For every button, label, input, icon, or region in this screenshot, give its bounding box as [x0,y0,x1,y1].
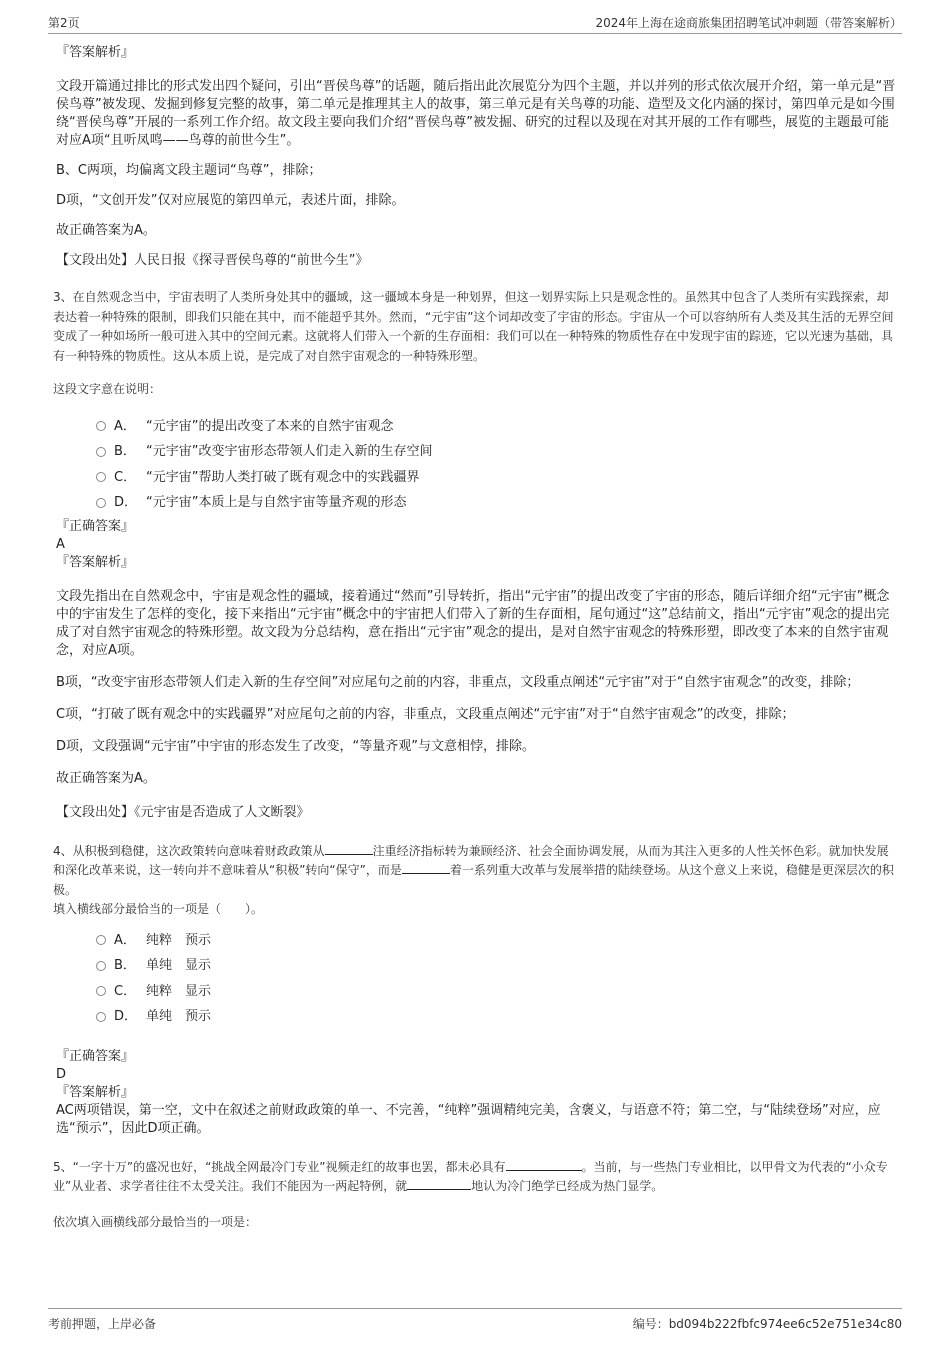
fill-blank [506,1159,582,1171]
q5-prompt: 依次填入画横线部分最恰当的一项是： [53,1214,258,1229]
q3-analysis-paragraph: C项，“打破了既有观念中的实践疆界”对应尾句之前的内容，非重点，文段重点阐述“元宇宙”对于“自然宇宙观念”的改变，排除； [56,706,795,722]
q5-stem-part: 地认为冷门绝学已经成为热门显学。 [471,1179,664,1193]
q3-stem: 3、在自然观念当中，宇宙表明了人类所身处其中的疆域，这一疆域本身是一种划界，但这一划界实际上只是观念性的。虽然其中包含了人类所有实践探索，却表达着一种特殊的限制，即我们只能在其中，而不能超乎其外。然而，“元宇宙”这个词却改变了宇宙的形态。宇宙从一个可以容纳所有人类及其生活的无界空间变成了一种如场所一般可进入其中的空间元素。这就将人们带入一个新的生存面相：我们可以在一种特殊的物质性存在中发现宇宙的踪迹，它以光速为基础，具有一种特殊的物质性。这从本质上说，是完成了对自然宇宙观念的一种特殊形塑。 [53,290,894,363]
q4-analysis-label: 『答案解析』 [56,1084,135,1100]
q3-analysis-paragraph: B项，“改变宇宙形态带领人们走入新的生存空间”对应尾句之前的内容，非重点，文段重点阐述“元宇宙”对于“自然宇宙观念”的改变，排除； [56,674,860,690]
document-code: 编号：bd094b222fbfc974ee6c52e751e34c80 [632,1317,902,1331]
q3-option-a[interactable] [96,412,898,438]
page-header [48,14,902,34]
q4-option-a[interactable] [96,926,898,952]
q4-prompt: 填入横线部分最恰当的一项是（ ）。 [53,902,264,916]
q4-option-c[interactable] [96,977,898,1003]
q5-stem [53,1158,898,1197]
q4-analysis-paragraph: AC两项错误，第一空，文中在叙述之前财政政策的单一、不完善，“纯粹”强调精纯完美，含褒义，与语意不符；第二空，与“陆续登场”对应，应选“预示”，因此D项正确。 [56,1102,881,1136]
fill-blank [402,862,450,874]
q4-stem [53,842,898,901]
q2-analysis-paragraph: 文段开篇通过排比的形式发出四个疑问，引出“晋侯鸟尊”的话题，随后指出此次展览分为四个主题，并以并列的形式依次展开介绍，第一单元是“晋侯鸟尊”被发现、发掘到修复完整的故事，第二单元是推理其主人的故事，第三单元是有关鸟尊的功能、造型及文化内涵的探讨，第四单元是如今围绕“晋侯鸟尊”开展的一系列工作介绍。故文段主要向我们介绍“晋侯鸟尊”被发掘、研究的过程以及现在对其开展的工作有哪些，展览的主题最可能对应A项“且听凤鸣——鸟尊的前世今生”。 [56,79,896,148]
option-text: “元宇宙”帮助人类打破了既有观念中的实践疆界 [146,469,420,485]
option-text: “元宇宙”改变宇宙形态带领人们走入新的生存空间 [146,444,433,460]
option-letter: C． [114,469,137,485]
option-text: “元宇宙”的提出改变了本来的自然宇宙观念 [146,418,394,434]
document-title: 2024年上海在途商旅集团招聘笔试冲刺题（带答案解析） [595,16,902,30]
q3-source: 【文段出处】《元宇宙是否造成了人文断裂》 [56,804,310,820]
q4-stem-part: 着一系列重大改革与发展举措的陆续登场。从这个意义上来说，稳健是更深层次的积极。 [53,863,894,897]
footer-slogan: 考前押题，上岸必备 [48,1317,157,1331]
page-footer [48,1308,902,1332]
option-text: “元宇宙”本质上是与自然宇宙等量齐观的形态 [146,495,407,511]
q4-answer-label: 『正确答案』 [56,1048,135,1064]
q3-prompt: 这段文字意在说明： [53,382,162,396]
document-body [53,44,898,1232]
option-text: 单纯 预示 [146,1009,212,1025]
q3-answer: A [56,536,65,552]
q4-option-b[interactable] [96,951,898,977]
q3-analysis-paragraph: 文段先指出在自然观念中，宇宙是观念性的疆域，接着通过“然而”引导转折，指出“元宇宙”的提出改变了宇宙的形态，随后详细介绍“元宇宙”概念中的宇宙发生了怎样的变化，接下来指出“元宇宙”概念中的宇宙把人们带入了新的生存面相，尾句通过“这”总结前文，指出“元宇宙”观念的提出完成了对自然宇宙观念的特殊形塑。故文段为分总结构，意在指出“元宇宙”观念的提出，是对自然宇宙观念的特殊形塑，即改变了本来的自然宇宙观念，对应A项。 [56,588,890,658]
fill-blank [407,1178,471,1190]
radio-icon[interactable] [96,986,106,996]
radio-icon[interactable] [96,472,106,482]
q2-analysis-paragraph: B、C两项，均偏离文段主题词“鸟尊”，排除； [56,163,322,178]
q2-analysis-paragraph: 故正确答案为A。 [56,223,156,238]
option-text: 纯粹 预示 [146,932,212,948]
radio-icon[interactable] [96,961,106,971]
option-letter: B． [114,444,136,460]
q3-options [96,412,898,514]
q3-analysis-paragraph: 故正确答案为A。 [56,770,156,786]
q5-stem-part: 5、“一字十万”的盛况也好，“挑战全网最冷门专业”视频走红的故事也罢，都未必具有 [53,1159,506,1174]
q2-analysis-paragraph: D项，“文创开发”仅对应展览的第四单元，表述片面，排除。 [56,193,405,208]
q4-stem-part: 4、从积极到稳健，这次政策转向意味着财政政策从 [53,843,325,858]
page-number: 第2页 [48,16,80,30]
q4-answer: D [56,1066,67,1082]
fill-blank [325,843,373,855]
q3-analysis-paragraph: D项，文段强调“元宇宙”中宇宙的形态发生了改变，“等量齐观”与文意相悖，排除。 [56,738,535,754]
q4-options [96,926,898,1028]
q3-analysis-label: 『答案解析』 [56,554,135,570]
radio-icon[interactable] [96,498,106,508]
q2-analysis-label: 『答案解析』 [56,45,135,60]
q2-source: 【文段出处】人民日报《探寻晋侯鸟尊的“前世今生”》 [56,253,369,268]
q3-option-c[interactable] [96,463,898,489]
option-text: 单纯 显示 [146,958,212,974]
radio-icon[interactable] [96,935,106,945]
q3-option-d[interactable] [96,488,898,514]
radio-icon[interactable] [96,421,106,431]
radio-icon[interactable] [96,1012,106,1022]
q3-option-b[interactable] [96,437,898,463]
option-letter: A． [114,418,136,434]
q4-stem-part: 注重经济指标转为兼顾经济、社会全面协调发展，从而为其注入更多的人性关怀色彩。就加快发展和深化改革来说，这一转向并不意味着从“积极”转向“保守”，而是 [53,843,889,877]
option-letter: B． [114,958,136,974]
option-letter: D． [114,495,138,511]
radio-icon[interactable] [96,447,106,457]
q5-stem-part: 。当前，与一些热门专业相比，以甲骨文为代表的“小众专业”从业者、求学者往往不太受关注。我们不能因为一两起特例，就 [53,1159,888,1193]
option-letter: C． [114,983,137,999]
option-letter: D． [114,1009,138,1025]
q3-answer-label: 『正确答案』 [56,518,135,534]
q4-option-d[interactable] [96,1002,898,1028]
option-letter: A． [114,932,136,948]
option-text: 纯粹 显示 [146,983,212,999]
